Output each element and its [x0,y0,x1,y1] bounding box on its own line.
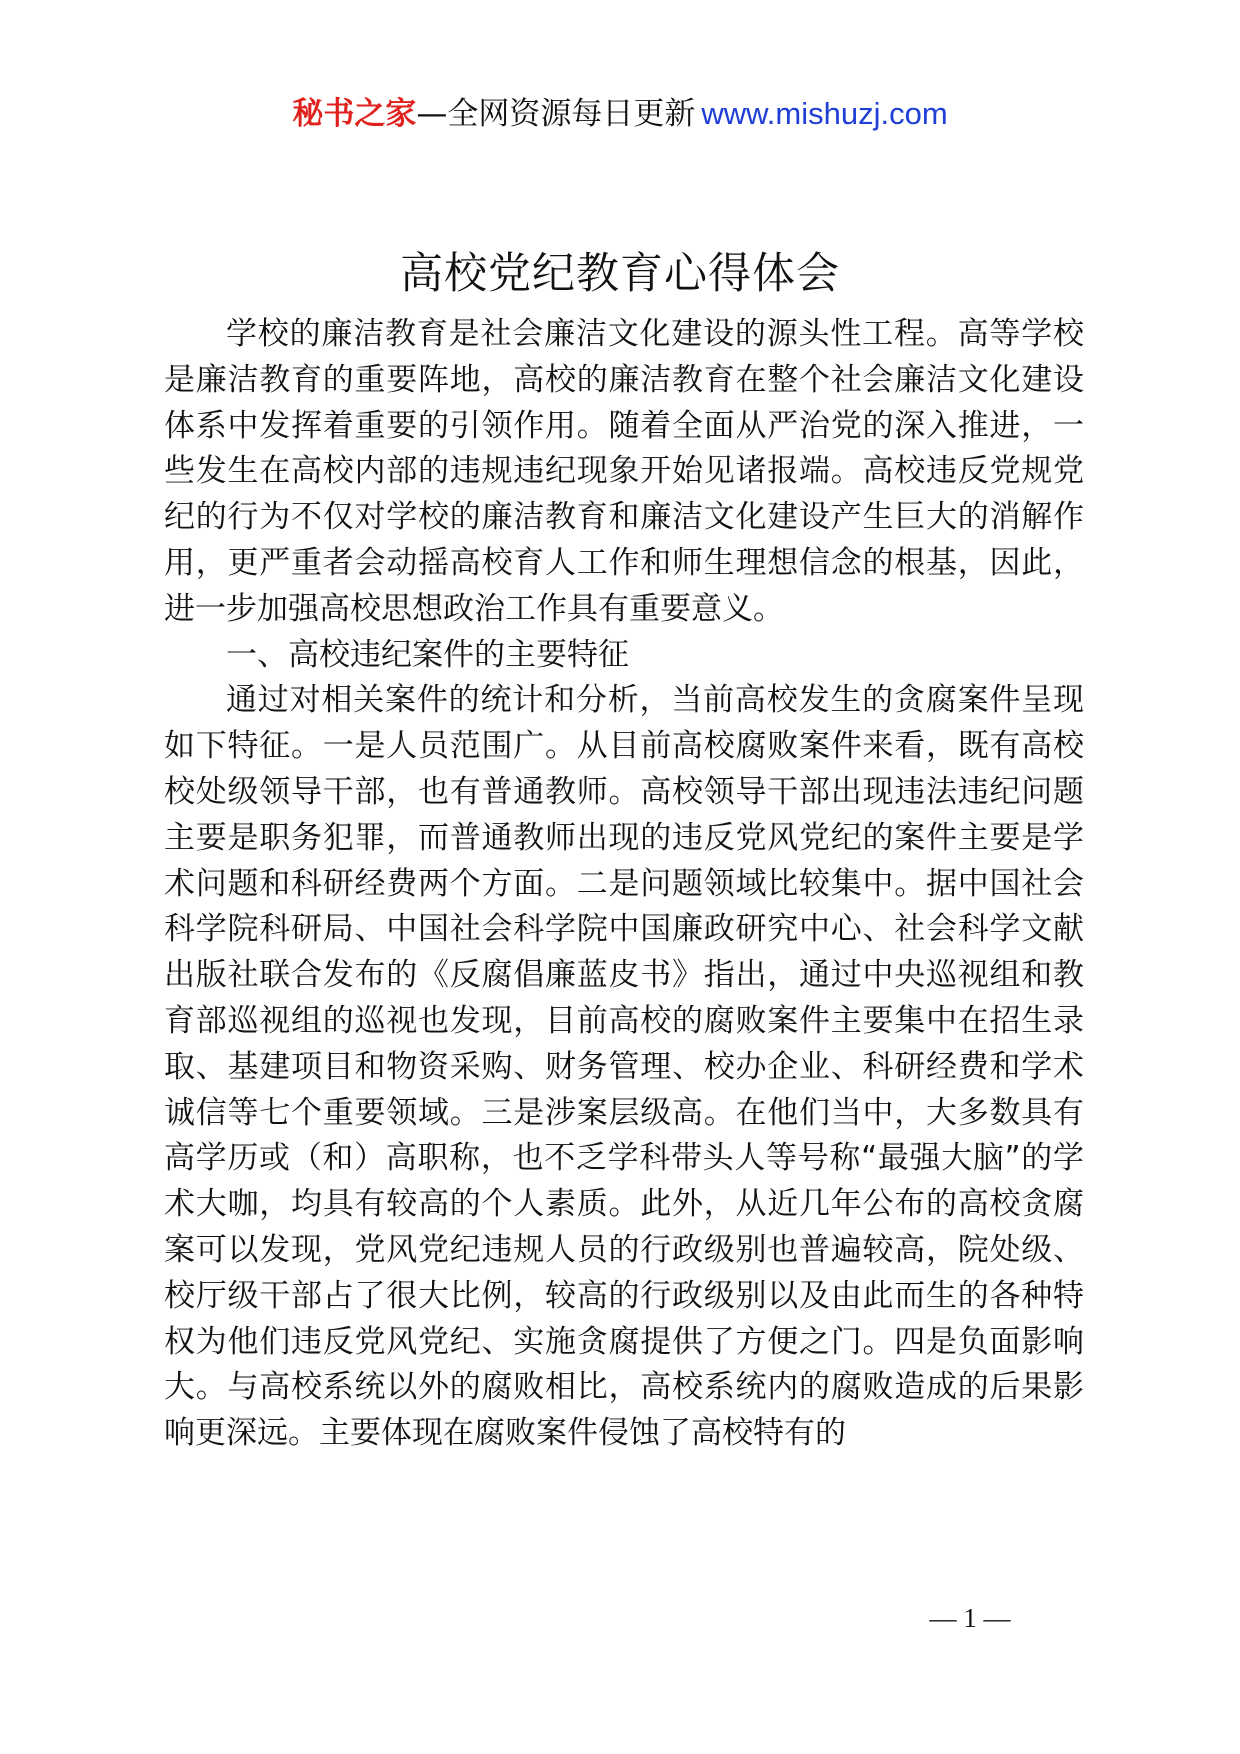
document-body [164,312,1084,1457]
page-number: — 1 — [929,1603,1011,1633]
site-tagline: —全网资源每日更新 [416,96,696,132]
site-url-link[interactable]: www.mishuzj.com [701,96,948,131]
site-brand: 秘书之家 [292,96,417,132]
paragraph-intro: 学校的廉洁教育是社会廉洁文化建设的源头性工程。高等学校是廉洁教育的重要阵地，高校的廉洁教育在整个社会廉洁文化建设体系中发挥着重要的引领作用。随着全面从严治党的深入推进，一些发生在高校内部的违规违纪现象开始见诸报端。高校违反党规党纪的行为不仅对学校的廉洁教育和廉洁文化建设产生巨大的消解作用，更严重者会动摇高校育人工作和师生理想信念的根基，因此，进一步加强高校思想政治工作具有重要意义。 [164,316,1084,627]
document-title: 高校党纪教育心得体会 [400,249,840,299]
site-header [0,92,1240,136]
paragraph-features: 通过对相关案件的统计和分析，当前高校发生的贪腐案件呈现如下特征。一是人员范围广。从目前高校腐败案件来看，既有高校校处级领导干部，也有普通教师。高校领导干部出现违法违纪问题主要是职务犯罪，而普通教师出现的违反党风党纪的案件主要是学术问题和科研经费两个方面。二是问题领域比较集中。据中国社会科学院科研局、中国社会科学院中国廉政研究中心、社会科学文献出版社联合发布的《反腐倡廉蓝皮书》指出，通过中央巡视组和教育部巡视组的巡视也发现，目前高校的腐败案件主要集中在招生录取、基建项目和物资采购、财务管理、校办企业、科研经费和学术诚信等七个重要领域。三是涉案层级高。在他们当中，大多数具有高学历或（和）高职称，也不乏学科带头人等号称“最强大脑”的学术大咖，均具有较高的个人素质。此外，从近几年公布的高校贪腐案可以发现，党风党纪违规人员的行政级别也普遍较高，院处级、校厅级干部占了很大比例，较高的行政级别以及由此而生的各种特权为他们违反党风党纪、实施贪腐提供了方便之门。四是负面影响大。与高校系统以外的腐败相比，高校系统内的腐败造成的后果影响更深远。主要体现在腐败案件侵蚀了高校特有的 [164,682,1084,1452]
section-heading: 一、高校违纪案件的主要特征 [226,636,629,673]
